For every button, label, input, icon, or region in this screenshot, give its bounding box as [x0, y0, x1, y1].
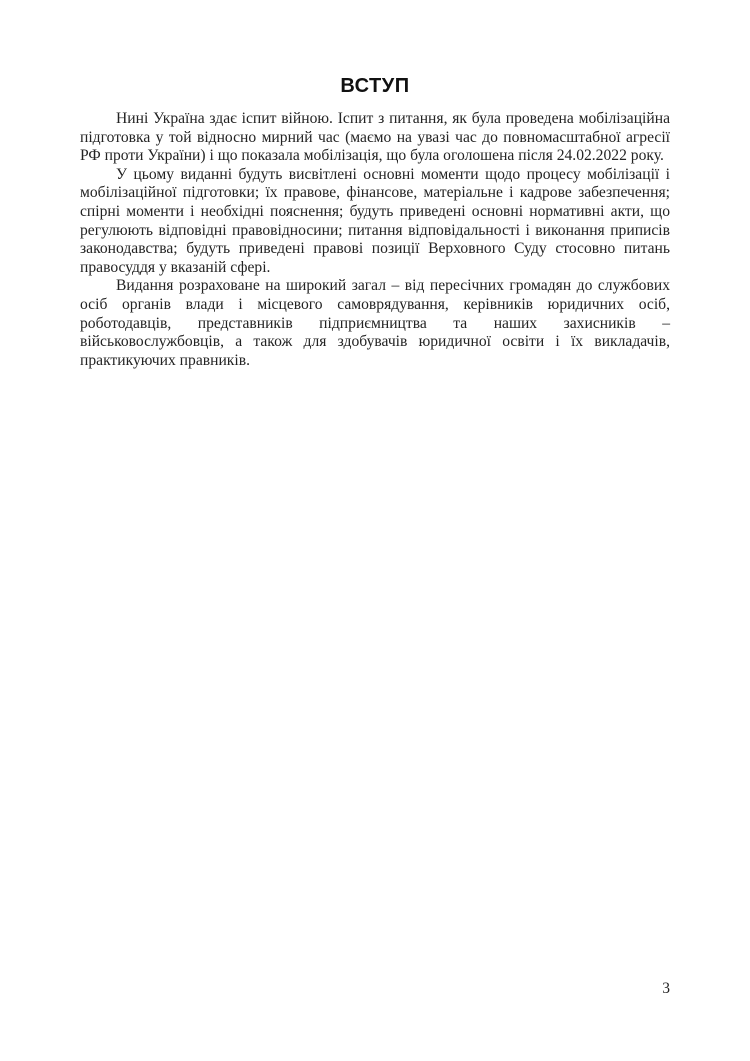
paragraph-contents: У цьому виданні будуть висвітлені основні моменти щодо процесу мобілізації і мобілізаційної підготовки; їх правове, фінансове, матеріальне і кадрове забезпечення; спірні моменти і необхідні пояснення; будуть приведені основні нормативні акти, що регулюють відповідні правовідносини; питання відповідальності і виконання приписів законодавства; будуть приведені правові позиції Верховного Суду стосовно питань правосуддя у вказаній сфері. [80, 165, 670, 276]
page-title: ВСТУП [340, 75, 410, 97]
paragraph-intro: Нині Україна здає іспит війною. Іспит з питання, як була проведена мобілізаційна підготовка у той відносно мирний час (маємо на увазі час до повномасштабної агресії РФ проти України) і що показала мобілізація, що була оголошена після 24.02.2022 року. [80, 110, 670, 165]
paragraph-audience: Видання розраховане на широкий загал – від пересічних громадян до службових осіб органів влади і місцевого самоврядування, керівників юридичних осіб, роботодавців, представників підприємництва та наших захисників – військовослужбовців, а також для здобувачів юридичної освіти і їх викладачів, практикуючих правників. [80, 277, 670, 369]
page-number: 3 [662, 980, 670, 997]
body-text [80, 110, 670, 370]
